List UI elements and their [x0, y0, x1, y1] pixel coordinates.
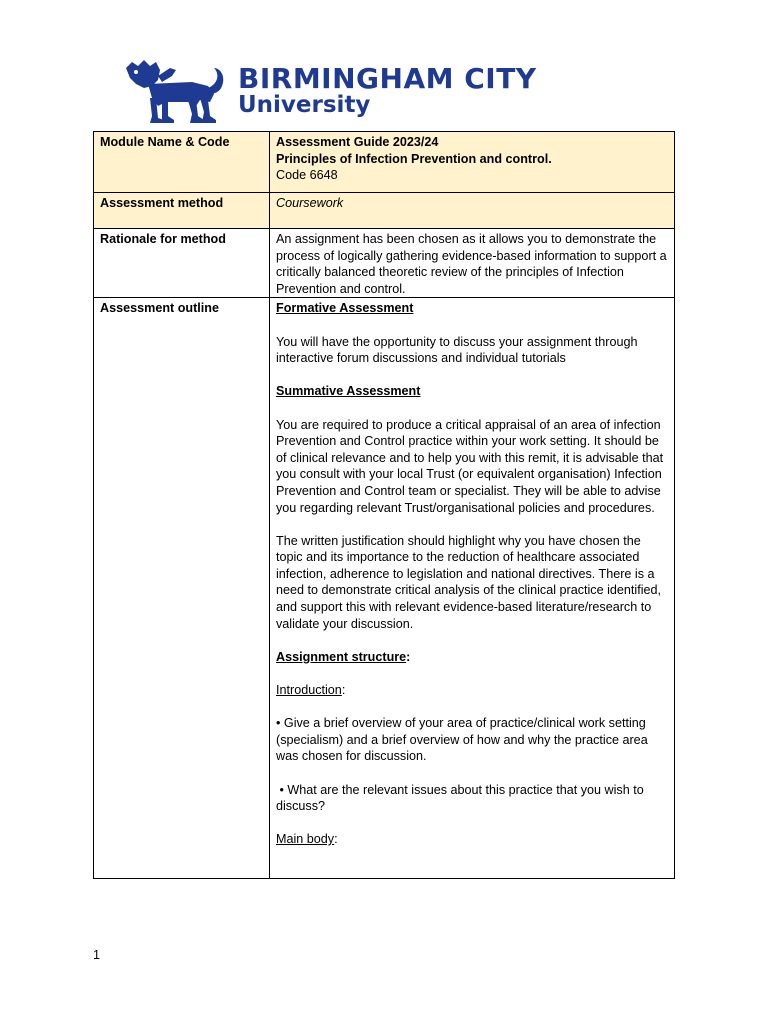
intro-heading-line [276, 682, 668, 699]
page-number: 1 [93, 948, 101, 962]
formative-text: You will have the opportunity to discuss your assignment through interactive forum discussions and individual tutorials [276, 334, 638, 366]
outline-label: Assessment outline [94, 298, 270, 879]
table-row-method [94, 193, 675, 229]
table-row-rationale [94, 229, 675, 298]
structure-colon: : [406, 649, 411, 664]
table-row-module [94, 132, 675, 193]
lion-crest-icon [122, 58, 230, 124]
main-body-colon: : [334, 832, 338, 847]
summative-text-2: The written justification should highlight why you have chosen the topic and its importance to the reduction of healthcare associated infection, adherence to legislation and national directives. There is a need to demonstrate critical analysis of the clinical practice identified, and support this with relevant evidence-based literature/research to validate your discussion. [276, 533, 662, 631]
table-row-outline [94, 298, 675, 879]
module-code: Code 6648 [276, 168, 338, 183]
assessment-guide-table [93, 131, 675, 879]
guide-title: Assessment Guide 2023/24 [276, 135, 439, 149]
structure-heading-line [276, 649, 668, 666]
main-heading-line [276, 831, 668, 848]
method-label: Assessment method [94, 193, 270, 229]
module-label: Module Name & Code [94, 132, 270, 193]
outline-value-cell [270, 298, 675, 879]
intro-heading: Introduction [276, 683, 342, 698]
rationale-text: An assignment has been chosen as it allows you to demonstrate the process of logically gathering evidence-based information to support a critically balanced theoretic review of the principles of Infection Prevention and control. [276, 232, 667, 296]
intro-colon: : [341, 683, 346, 698]
bullet-issues: • What are the relevant issues about this practice that you wish to discuss? [276, 782, 648, 814]
summative-text-1: You are required to produce a critical appraisal of an area of infection Prevention and Control practice within your work setting. It should be of clinical relevance and to help you with this remit, it is advisable that you consult with your local Trust (or equivalent organisation) Infection Prevention and Control team or specialist. They will be able to advise you regarding relevant Trust/organisational policies and procedures. [276, 417, 664, 515]
bullet-overview: • Give a brief overview of your area of practice/clinical work setting (specialism) and a brief overview of how and why the practice area was chosen for discussion. [276, 716, 648, 764]
summative-heading: Summative Assessment [276, 384, 421, 399]
rationale-value-cell [270, 229, 675, 298]
module-name: Principles of Infection Prevention and control. [276, 151, 552, 166]
university-logo [122, 58, 572, 124]
rationale-label: Rationale for method [94, 229, 270, 298]
logo-wordmark-line1: BIRMINGHAM CITY [238, 62, 537, 95]
structure-heading: Assignment structure [276, 649, 407, 664]
formative-heading: Formative Assessment [276, 301, 414, 316]
module-value [270, 132, 675, 193]
main-body-heading: Main body [276, 832, 335, 847]
method-value: Coursework [276, 196, 344, 210]
logo-wordmark-line2: University [238, 92, 371, 118]
method-value-cell [270, 193, 675, 229]
